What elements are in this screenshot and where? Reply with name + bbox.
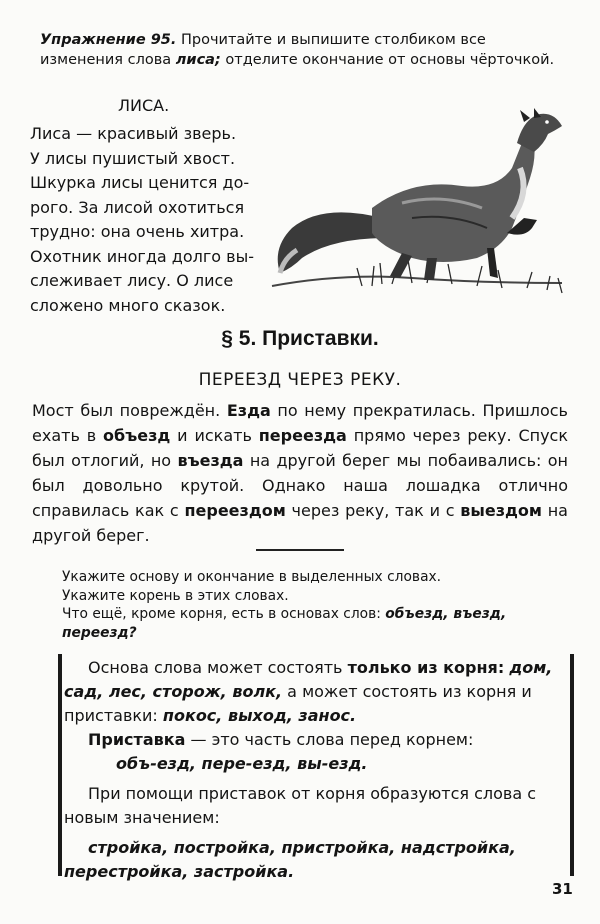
rule-examples: объ-езд, пере-езд, вы-езд. xyxy=(116,754,368,773)
story-highlight-word: объезд xyxy=(103,426,171,445)
story-segment: через реку, так и с xyxy=(285,501,461,520)
story-highlight-word: выездом xyxy=(460,501,542,520)
story-highlight-word: переезда xyxy=(258,426,347,445)
task-line: Укажите основу и окончание в выделенных словах. xyxy=(62,569,442,585)
rule-paragraph xyxy=(64,728,560,752)
fox-line: Охотник иногда долго вы- xyxy=(30,246,254,266)
task-line: Укажите корень в этих словах. xyxy=(62,587,289,604)
story-highlight-word: Езда xyxy=(226,401,271,420)
story-segment: на другой берег мы побаивались: он был довольно крутой. Однако наша лошадка отлично справилась как с xyxy=(32,451,568,520)
rule-p1-c: а может состоять из корня и приставки: xyxy=(64,682,532,725)
story-text xyxy=(32,398,568,548)
story-highlight-word: въезда xyxy=(177,451,244,470)
exercise-instruction-a: Прочитайте и выпишите столбиком все изменения слова xyxy=(40,32,486,68)
rule-paragraph xyxy=(64,836,560,884)
rule-paragraph xyxy=(64,782,560,830)
fox-line: слеживает лису. О лисе xyxy=(30,271,234,290)
task-question-words: объезд, въезд, переезд? xyxy=(62,606,507,641)
exercise-word: лиса; xyxy=(175,52,221,68)
rule-text xyxy=(64,656,560,884)
rule-p1-words2: покос, выход, занос. xyxy=(162,706,357,725)
rule-p1-b: только из корня: xyxy=(347,658,505,677)
divider xyxy=(256,549,344,551)
section-title: § 5. Приставки. xyxy=(221,327,379,350)
fox-line: сложено много сказок. xyxy=(30,295,226,315)
story-highlight-word: переездом xyxy=(184,501,286,520)
fox-story-text xyxy=(30,122,270,318)
page-number: 31 xyxy=(552,880,573,898)
task-list xyxy=(32,568,572,642)
rule-paragraph xyxy=(64,752,560,776)
story-title: ПЕРЕЕЗД ЧЕРЕЗ РЕКУ. xyxy=(198,370,402,390)
rule-p1-a: Основа слова может состоять xyxy=(88,658,348,677)
rule-paragraph xyxy=(64,656,560,728)
rule-p3: При помощи приставок от корня образуются слова с новым значением: xyxy=(64,784,537,827)
fox-illustration xyxy=(262,108,574,308)
exercise-label: Упражнение 95. xyxy=(40,32,177,48)
story-segment: Мост был повреждён. xyxy=(32,401,227,420)
fox-line: рого. За лисой охотиться xyxy=(30,197,245,217)
rule-p1-words1: дом, сад, лес, сторож, волк, xyxy=(64,658,553,701)
fox-story-title: ЛИСА. xyxy=(118,96,170,115)
fox-line: Шкурка лисы ценится до- xyxy=(30,173,250,192)
story-segment: на другой берег. xyxy=(32,501,568,545)
fox-line: Лиса — красивый зверь. xyxy=(30,124,237,143)
story-segment: и искать xyxy=(170,426,259,445)
rule-term: Приставка xyxy=(88,730,186,749)
fox-line: трудно: она очень хитра. xyxy=(30,222,245,241)
rule-p4-words: стройка, постройка, пристройка, надстройка, перестройка, застройка. xyxy=(64,838,516,881)
rule-definition: — это часть слова перед корнем: xyxy=(185,730,474,749)
task-line-question xyxy=(32,605,572,642)
exercise-instruction-b: отделите окончание от основы чёрточкой. xyxy=(220,52,555,68)
task-question-text: Что ещё, кроме корня, есть в основах слов: xyxy=(62,606,386,622)
exercise-heading xyxy=(40,30,572,70)
fox-line: У лисы пушистый хвост. xyxy=(30,148,236,168)
story-segment: прямо через реку. Спуск был отлогий, но xyxy=(32,426,569,470)
story-segment: по нему прекратилась. Пришлось ехать в xyxy=(32,401,568,445)
